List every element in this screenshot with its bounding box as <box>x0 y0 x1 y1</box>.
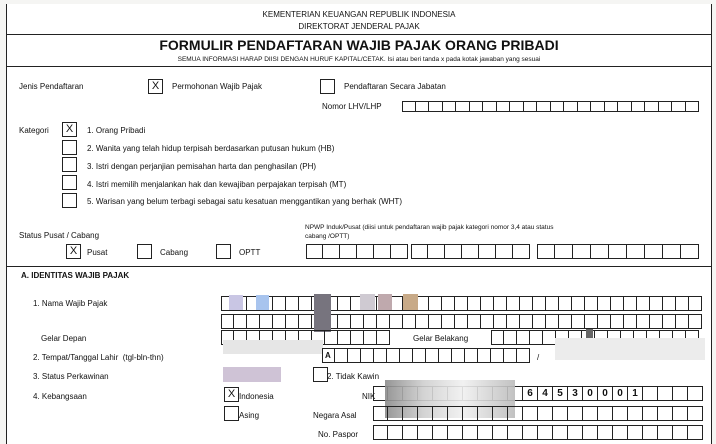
char-cell[interactable] <box>553 425 568 440</box>
char-cell[interactable] <box>618 101 632 112</box>
char-cell[interactable] <box>340 244 357 259</box>
char-cell[interactable] <box>433 425 448 440</box>
char-cell[interactable] <box>507 296 520 311</box>
char-cell[interactable] <box>568 425 583 440</box>
char-cell[interactable] <box>439 348 452 363</box>
char-cell[interactable] <box>373 425 388 440</box>
char-cell[interactable] <box>658 406 673 421</box>
char-cell[interactable] <box>364 330 377 345</box>
char-cell[interactable] <box>273 314 286 329</box>
char-cell[interactable] <box>325 330 338 345</box>
char-cell[interactable] <box>583 425 598 440</box>
char-cell[interactable] <box>672 101 686 112</box>
char-cell[interactable] <box>572 296 585 311</box>
char-cell[interactable] <box>400 348 413 363</box>
char-cell[interactable] <box>496 244 513 259</box>
permohonan-checkbox[interactable]: X <box>148 79 163 94</box>
char-cell[interactable]: 3 <box>568 386 583 401</box>
char-cell[interactable] <box>443 101 457 112</box>
char-cell[interactable] <box>426 348 439 363</box>
char-cell[interactable] <box>429 101 443 112</box>
kategori-label: Kategori <box>19 126 49 135</box>
char-cell[interactable] <box>613 406 628 421</box>
char-cell[interactable] <box>537 101 551 112</box>
char-cell[interactable] <box>429 314 442 329</box>
registration-form <box>6 4 712 444</box>
char-cell[interactable] <box>403 406 418 421</box>
char-cell[interactable] <box>551 101 565 112</box>
char-cell[interactable] <box>598 425 613 440</box>
char-cell[interactable] <box>676 314 689 329</box>
char-cell[interactable] <box>452 348 465 363</box>
char-cell[interactable] <box>374 348 387 363</box>
char-cell[interactable] <box>491 348 504 363</box>
char-cell[interactable] <box>390 314 403 329</box>
char-cell[interactable] <box>411 244 428 259</box>
pusat-checkbox[interactable]: X <box>66 244 81 259</box>
char-cell[interactable] <box>465 348 478 363</box>
char-cell[interactable] <box>637 314 650 329</box>
char-cell[interactable] <box>643 425 658 440</box>
char-cell[interactable] <box>348 348 361 363</box>
char-cell[interactable] <box>299 296 312 311</box>
nama-label: 1. Nama Wajib Pajak <box>33 299 108 308</box>
char-cell[interactable] <box>493 406 508 421</box>
char-cell[interactable] <box>546 314 559 329</box>
char-cell[interactable] <box>463 425 478 440</box>
char-cell[interactable] <box>573 244 591 259</box>
negara-asal-field[interactable] <box>373 406 703 421</box>
kategori-option-1: 1. Orang Pribadi <box>87 126 146 135</box>
pusat-label: Pusat <box>87 248 108 257</box>
char-cell[interactable] <box>234 314 247 329</box>
no-paspor-field[interactable] <box>373 425 703 440</box>
date-separator: / <box>537 353 540 362</box>
char-cell[interactable] <box>306 244 323 259</box>
char-cell[interactable]: 0 <box>613 386 628 401</box>
char-cell[interactable] <box>645 244 663 259</box>
kategori-option-4: 4. Istri memilih menjalankan hak dan kewajiban perpajakan terpisah (MT) <box>87 180 347 189</box>
divider <box>7 34 711 35</box>
char-cell[interactable] <box>585 296 598 311</box>
char-cell[interactable] <box>688 406 703 421</box>
char-cell[interactable] <box>508 425 523 440</box>
char-cell[interactable] <box>507 314 520 329</box>
status-kawin-label: 3. Status Perkawinan <box>33 372 109 381</box>
char-cell[interactable] <box>403 425 418 440</box>
status-pusat-label: Status Pusat / Cabang <box>19 231 100 240</box>
char-cell[interactable] <box>624 314 637 329</box>
char-cell[interactable] <box>537 244 555 259</box>
char-cell[interactable]: 1 <box>628 386 643 401</box>
kategori-checkbox-5[interactable] <box>62 193 77 208</box>
no-paspor-label: No. Paspor <box>318 430 359 439</box>
jabatan-label: Pendaftaran Secara Jabatan <box>344 82 446 91</box>
char-cell[interactable] <box>418 425 433 440</box>
char-cell[interactable] <box>504 330 517 345</box>
char-cell[interactable] <box>650 296 663 311</box>
char-cell[interactable] <box>497 101 511 112</box>
nomor-lhv-field[interactable] <box>402 101 699 116</box>
char-cell[interactable] <box>504 348 517 363</box>
char-cell[interactable] <box>418 406 433 421</box>
char-cell[interactable] <box>533 296 546 311</box>
char-cell[interactable]: 0 <box>583 386 598 401</box>
char-cell[interactable] <box>478 425 493 440</box>
indonesia-checkbox[interactable]: X <box>224 387 239 402</box>
status-kawin-value: 2. Tidak Kawin <box>327 372 380 381</box>
redacted-patch <box>314 294 331 332</box>
optt-checkbox[interactable] <box>216 244 231 259</box>
char-cell[interactable] <box>598 296 611 311</box>
char-cell[interactable] <box>299 314 312 329</box>
char-cell[interactable] <box>361 348 374 363</box>
char-cell[interactable] <box>478 348 491 363</box>
kategori-checkbox-1[interactable]: X <box>62 122 77 137</box>
gelar-depan-label: Gelar Depan <box>41 334 87 343</box>
npwp-note-line2: cabang /OPTT) <box>305 233 350 240</box>
char-cell[interactable] <box>613 425 628 440</box>
char-cell[interactable] <box>377 314 390 329</box>
redacted-patch <box>223 340 323 354</box>
cabang-checkbox[interactable] <box>137 244 152 259</box>
nomor-lhv-label: Nomor LHV/LHP <box>322 102 382 111</box>
tempat-lahir-first-char: A <box>325 351 331 360</box>
char-cell[interactable] <box>433 406 448 421</box>
npwp-note <box>305 223 553 241</box>
char-cell[interactable] <box>455 296 468 311</box>
char-cell[interactable] <box>681 244 699 259</box>
form-title: FORMULIR PENDAFTARAN WAJIB PAJAK ORANG PRIBADI <box>159 37 559 53</box>
char-cell[interactable] <box>338 296 351 311</box>
char-cell[interactable] <box>351 314 364 329</box>
kategori-option-2: 2. Wanita yang telah hidup terpisah berdasarkan putusan hukum (HB) <box>87 144 335 153</box>
char-cell[interactable] <box>627 244 645 259</box>
char-cell[interactable] <box>442 296 455 311</box>
char-cell[interactable] <box>413 348 426 363</box>
char-cell[interactable] <box>374 244 391 259</box>
redacted-patch <box>256 295 269 310</box>
redacted-patch <box>555 338 705 360</box>
char-cell[interactable] <box>387 348 400 363</box>
ministry-name: KEMENTERIAN KEUANGAN REPUBLIK INDONESIA <box>262 10 456 19</box>
char-cell[interactable] <box>559 314 572 329</box>
char-cell[interactable] <box>286 296 299 311</box>
npwp-field-part3[interactable] <box>537 244 699 259</box>
char-cell[interactable] <box>388 425 403 440</box>
char-cell[interactable] <box>481 296 494 311</box>
char-cell[interactable] <box>463 406 478 421</box>
char-cell[interactable] <box>508 406 523 421</box>
char-cell[interactable] <box>676 296 689 311</box>
char-cell[interactable] <box>643 406 658 421</box>
char-cell[interactable] <box>388 406 403 421</box>
status-kawin-box[interactable] <box>313 367 328 382</box>
divider <box>7 266 711 267</box>
char-cell[interactable] <box>402 101 416 112</box>
nama-field-row2[interactable] <box>221 314 702 329</box>
char-cell[interactable]: 6 <box>523 386 538 401</box>
char-cell[interactable] <box>555 244 573 259</box>
char-cell[interactable] <box>530 330 543 345</box>
char-cell[interactable] <box>611 296 624 311</box>
char-cell[interactable] <box>445 244 462 259</box>
char-cell[interactable] <box>517 330 530 345</box>
gelar-belakang-label: Gelar Belakang <box>413 334 469 343</box>
npwp-field-part2[interactable] <box>411 244 530 259</box>
char-cell[interactable] <box>658 386 673 401</box>
optt-label: OPTT <box>239 248 261 257</box>
char-cell[interactable] <box>663 314 676 329</box>
char-cell[interactable] <box>428 244 445 259</box>
char-cell[interactable] <box>377 330 390 345</box>
char-cell[interactable] <box>338 330 351 345</box>
char-cell[interactable] <box>546 296 559 311</box>
char-cell[interactable] <box>591 244 609 259</box>
char-cell[interactable] <box>470 101 484 112</box>
asing-label: Asing <box>239 411 260 420</box>
char-cell[interactable] <box>585 314 598 329</box>
char-cell[interactable] <box>510 101 524 112</box>
char-cell[interactable] <box>494 296 507 311</box>
char-cell[interactable] <box>568 406 583 421</box>
ttl-hint: (tgl-bln-thn) <box>122 353 164 362</box>
char-cell[interactable] <box>364 314 377 329</box>
char-cell[interactable] <box>523 406 538 421</box>
char-cell[interactable]: 5 <box>553 386 568 401</box>
char-cell[interactable] <box>637 296 650 311</box>
char-cell[interactable] <box>483 101 497 112</box>
char-cell[interactable] <box>491 330 504 345</box>
redacted-patch <box>223 367 281 382</box>
char-cell[interactable] <box>357 244 374 259</box>
nik-label: NIK <box>362 392 376 401</box>
kategori-option-3: 3. Istri dengan perjanjian pemisahan harta dan penghasilan (PH) <box>87 162 317 171</box>
redacted-patch <box>360 294 375 310</box>
char-cell[interactable] <box>335 348 348 363</box>
char-cell[interactable] <box>520 314 533 329</box>
char-cell[interactable] <box>663 296 676 311</box>
char-cell[interactable] <box>591 101 605 112</box>
char-cell[interactable] <box>286 314 299 329</box>
char-cell[interactable] <box>559 296 572 311</box>
char-cell[interactable] <box>564 101 578 112</box>
char-cell[interactable] <box>524 101 538 112</box>
char-cell[interactable] <box>517 348 530 363</box>
char-cell[interactable] <box>673 406 688 421</box>
kategori-checkbox-4[interactable] <box>62 175 77 190</box>
char-cell[interactable] <box>658 425 673 440</box>
char-cell[interactable] <box>632 101 646 112</box>
redacted-patch <box>403 294 418 310</box>
char-cell[interactable] <box>221 314 234 329</box>
char-cell[interactable] <box>468 296 481 311</box>
kategori-option-5: 5. Warisan yang belum terbagi sebagai satu kesatuan menggantikan yang berhak (WHT) <box>87 197 402 206</box>
char-cell[interactable] <box>689 314 702 329</box>
nama-field-row1[interactable] <box>221 296 702 311</box>
char-cell[interactable] <box>416 314 429 329</box>
char-cell[interactable] <box>448 406 463 421</box>
kategori-checkbox-3[interactable] <box>62 157 77 172</box>
char-cell[interactable] <box>688 386 703 401</box>
jabatan-checkbox[interactable] <box>320 79 335 94</box>
redacted-patch <box>229 295 243 310</box>
char-cell[interactable] <box>643 386 658 401</box>
section-a-heading: A. IDENTITAS WAJIB PAJAK <box>21 271 130 280</box>
char-cell[interactable] <box>663 244 681 259</box>
char-cell[interactable] <box>247 314 260 329</box>
char-cell[interactable] <box>462 244 479 259</box>
ttl-label-text: 2. Tempat/Tanggal Lahir <box>33 353 119 362</box>
char-cell[interactable] <box>673 386 688 401</box>
char-cell[interactable] <box>583 406 598 421</box>
char-cell[interactable] <box>628 425 643 440</box>
char-cell[interactable] <box>351 330 364 345</box>
char-cell[interactable] <box>523 425 538 440</box>
char-cell[interactable] <box>520 296 533 311</box>
char-cell[interactable] <box>628 406 643 421</box>
char-cell[interactable] <box>572 314 585 329</box>
char-cell[interactable] <box>624 296 637 311</box>
char-cell[interactable] <box>688 425 703 440</box>
tempat-lahir-field[interactable] <box>322 348 530 363</box>
form-instructions: SEMUA INFORMASI HARAP DIISI DENGAN HURUF KAPITAL/CETAK. Isi atau beri tanda x pada kotak jawaban yang sesuai <box>177 56 541 63</box>
char-cell[interactable] <box>598 406 613 421</box>
char-cell[interactable] <box>533 314 546 329</box>
char-cell[interactable] <box>481 314 494 329</box>
char-cell[interactable] <box>538 425 553 440</box>
npwp-note-line1: NPWP Induk/Pusat (diisi untuk pendaftaran wajib pajak kategori nomor 3,4 atau status <box>305 224 554 231</box>
char-cell[interactable] <box>442 314 455 329</box>
char-cell[interactable] <box>416 101 430 112</box>
char-cell[interactable] <box>468 314 481 329</box>
char-cell[interactable] <box>448 425 463 440</box>
char-cell[interactable] <box>260 314 273 329</box>
char-cell[interactable] <box>609 244 627 259</box>
char-cell[interactable] <box>553 406 568 421</box>
npwp-field-part1[interactable] <box>306 244 408 259</box>
char-cell[interactable] <box>689 296 702 311</box>
kebangsaan-label: 4. Kebangsaan <box>33 392 87 401</box>
divider <box>7 66 711 67</box>
asing-checkbox[interactable] <box>224 406 239 421</box>
char-cell[interactable] <box>455 314 468 329</box>
char-cell[interactable] <box>494 314 507 329</box>
char-cell[interactable] <box>429 296 442 311</box>
char-cell[interactable] <box>323 244 340 259</box>
char-cell[interactable] <box>338 314 351 329</box>
char-cell[interactable] <box>645 101 659 112</box>
char-cell[interactable] <box>493 425 508 440</box>
char-cell[interactable] <box>686 101 700 112</box>
jenis-pendaftaran-label: Jenis Pendaftaran <box>19 82 84 91</box>
indonesia-label: Indonesia <box>239 392 274 401</box>
char-cell[interactable]: 4 <box>538 386 553 401</box>
char-cell[interactable] <box>659 101 673 112</box>
char-cell[interactable] <box>403 314 416 329</box>
char-cell[interactable] <box>673 425 688 440</box>
char-cell[interactable] <box>538 406 553 421</box>
ttl-label <box>33 353 164 363</box>
char-cell[interactable] <box>578 101 592 112</box>
char-cell[interactable] <box>650 314 663 329</box>
char-cell[interactable] <box>598 314 611 329</box>
char-cell[interactable] <box>479 244 496 259</box>
redacted-patch <box>378 294 392 310</box>
negara-asal-label: Negara Asal <box>313 411 357 420</box>
char-cell[interactable] <box>373 406 388 421</box>
char-cell[interactable] <box>478 406 493 421</box>
char-cell[interactable] <box>456 101 470 112</box>
char-cell[interactable] <box>273 296 286 311</box>
char-cell[interactable]: 0 <box>598 386 613 401</box>
kategori-checkbox-2[interactable] <box>62 140 77 155</box>
char-cell[interactable] <box>605 101 619 112</box>
cabang-label: Cabang <box>160 248 189 257</box>
directorate-name: DIREKTORAT JENDERAL PAJAK <box>298 22 420 31</box>
char-cell[interactable] <box>513 244 530 259</box>
char-cell[interactable] <box>611 314 624 329</box>
permohonan-label: Permohonan Wajib Pajak <box>172 82 262 91</box>
char-cell[interactable] <box>391 244 408 259</box>
